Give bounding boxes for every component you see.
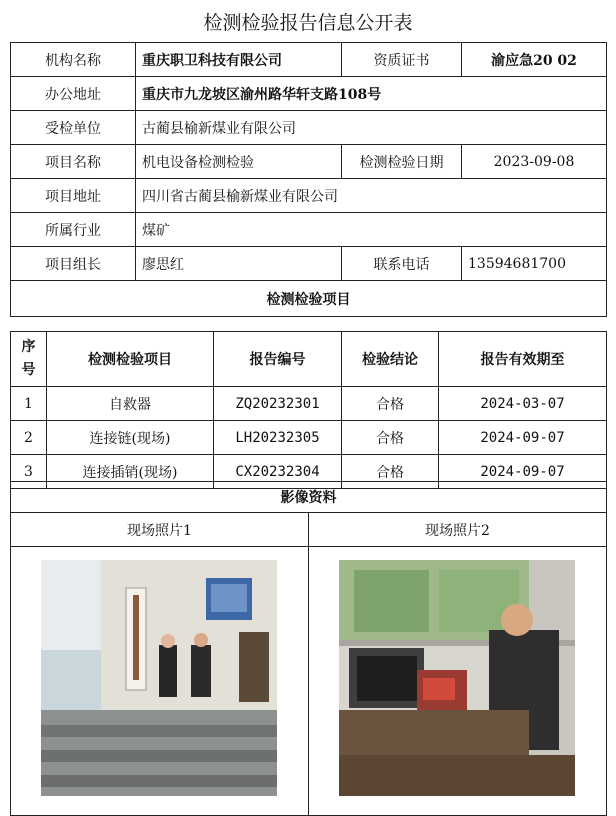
addr-value: 重庆市九龙坡区渝州路华轩支路108号 xyxy=(136,77,607,111)
col-conclusion: 检验结论 xyxy=(342,332,439,387)
industry-value: 煤矿 xyxy=(136,213,607,247)
item-seq: 1 xyxy=(11,387,47,421)
images-section-title: 影像资料 xyxy=(11,482,607,513)
site-label: 项目地址 xyxy=(11,179,136,213)
page-title: 检测检验报告信息公开表 xyxy=(203,12,413,34)
photo-2-cell xyxy=(309,547,607,816)
photo-2-image xyxy=(339,560,575,796)
row-project xyxy=(11,145,607,179)
item-conclusion: 合格 xyxy=(342,421,439,455)
photo-2 xyxy=(339,560,575,796)
row-leader xyxy=(11,247,607,281)
photo-1-cell xyxy=(11,547,309,816)
phone-label: 联系电话 xyxy=(342,247,462,281)
date-label: 检测检验日期 xyxy=(342,145,462,179)
items-table xyxy=(10,331,607,489)
row-site xyxy=(11,179,607,213)
images-section-row xyxy=(11,482,607,513)
col-valid-until: 报告有效期至 xyxy=(439,332,607,387)
item-valid-until: 2024-09-07 xyxy=(439,421,607,455)
items-header-row xyxy=(11,332,607,387)
row-org xyxy=(11,43,607,77)
item-conclusion: 合格 xyxy=(342,455,439,489)
row-industry xyxy=(11,213,607,247)
items-section-title: 检测检验项目 xyxy=(11,281,607,317)
leader-label: 项目组长 xyxy=(11,247,136,281)
photo-row xyxy=(11,547,607,816)
leader-value: 廖思红 xyxy=(136,247,342,281)
cert-value: 渝应急20 02 xyxy=(462,43,607,77)
org-label: 机构名称 xyxy=(11,43,136,77)
phone-value: 13594681700 xyxy=(462,247,607,281)
info-table xyxy=(10,42,607,317)
col-report-no: 报告编号 xyxy=(214,332,342,387)
row-addr xyxy=(11,77,607,111)
item-name: 自救器 xyxy=(47,387,214,421)
item-seq: 2 xyxy=(11,421,47,455)
photo-2-label: 现场照片2 xyxy=(309,513,607,547)
item-name: 连接插销(现场) xyxy=(47,455,214,489)
item-report-no: CX20232304 xyxy=(214,455,342,489)
cert-label: 资质证书 xyxy=(342,43,462,77)
industry-label: 所属行业 xyxy=(11,213,136,247)
item-valid-until: 2024-03-07 xyxy=(439,387,607,421)
date-value: 2023-09-08 xyxy=(462,145,607,179)
col-item: 检测检验项目 xyxy=(47,332,214,387)
col-seq: 序号 xyxy=(11,332,47,387)
item-report-no: ZQ20232301 xyxy=(214,387,342,421)
photo-label-row xyxy=(11,513,607,547)
item-name: 连接链(现场) xyxy=(47,421,214,455)
item-seq: 3 xyxy=(11,455,47,489)
row-items-section xyxy=(11,281,607,317)
table-row xyxy=(11,387,607,421)
item-conclusion: 合格 xyxy=(342,387,439,421)
photo-1 xyxy=(41,560,277,796)
item-valid-until: 2024-09-07 xyxy=(439,455,607,489)
photo-1-image xyxy=(41,560,277,796)
site-value: 四川省古蔺县榆新煤业有限公司 xyxy=(136,179,607,213)
photo-1-label: 现场照片1 xyxy=(11,513,309,547)
client-label: 受检单位 xyxy=(11,111,136,145)
table-row xyxy=(11,421,607,455)
row-client xyxy=(11,111,607,145)
project-value: 机电设备检测检验 xyxy=(136,145,342,179)
project-label: 项目名称 xyxy=(11,145,136,179)
org-value: 重庆职卫科技有限公司 xyxy=(136,43,342,77)
images-table xyxy=(10,481,607,816)
addr-label: 办公地址 xyxy=(11,77,136,111)
client-value: 古蔺县榆新煤业有限公司 xyxy=(136,111,607,145)
item-report-no: LH20232305 xyxy=(214,421,342,455)
